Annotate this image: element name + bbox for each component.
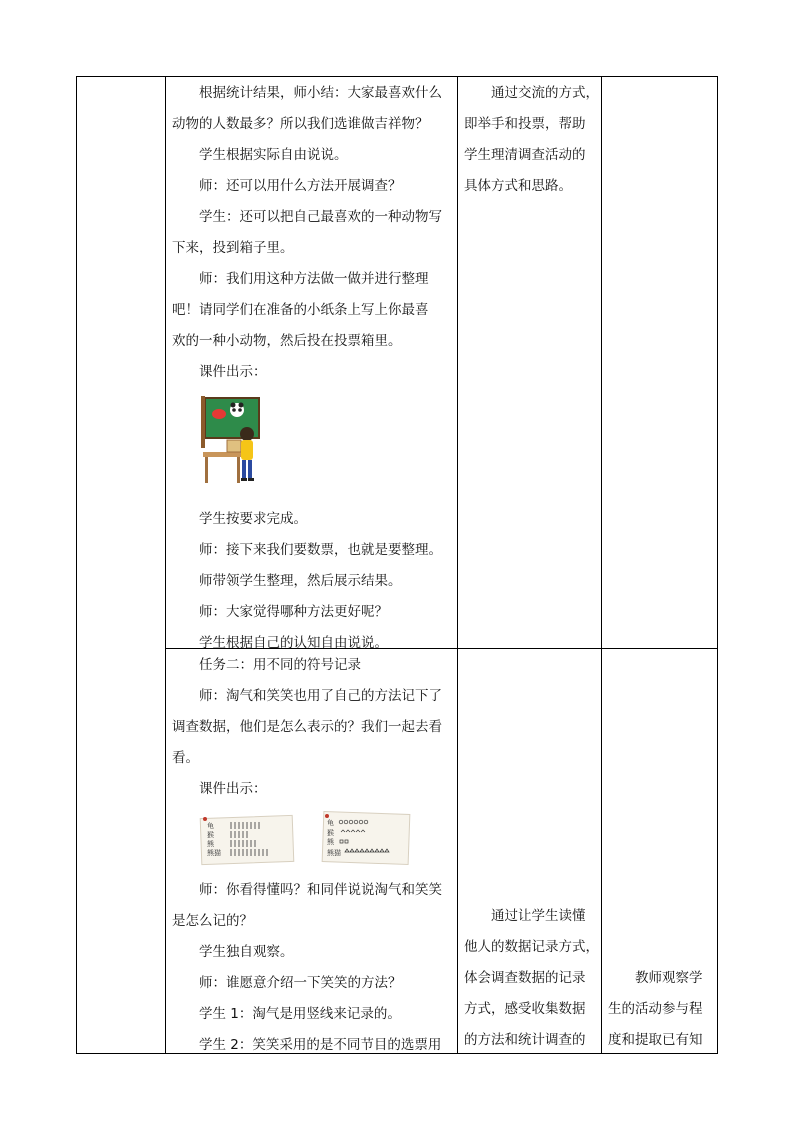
svg-text:猴: 猴 <box>207 831 214 839</box>
text-line: 学生根据自己的认知自由说说。 <box>199 635 388 651</box>
text-line: 课件出示： <box>199 364 267 380</box>
text-line: 动物的人数最多？所以我们选谁做吉祥物？ <box>172 116 429 132</box>
text-line: 师带领学生整理，然后展示结果。 <box>199 573 402 589</box>
svg-text:龟: 龟 <box>207 822 214 830</box>
text-line: 师：你看得懂吗？和同伴说说淘气和笑笑 <box>199 882 442 898</box>
text-line: 他人的数据记录方式， <box>464 939 599 955</box>
svg-text:熊猫: 熊猫 <box>207 849 221 857</box>
text-line: 师：接下来我们要数票，也就是要整理。 <box>199 542 442 558</box>
text-line: 通过交流的方式， <box>491 85 599 101</box>
text-line: 生的活动参与程 <box>608 1001 703 1017</box>
text-line: 师：淘气和笑笑也用了自己的方法记下了 <box>199 688 442 704</box>
section2-assessment <box>608 963 716 1056</box>
text-line: 的方法和统计调查的 <box>464 1032 586 1048</box>
text-line: 是怎么记的？ <box>172 913 253 929</box>
text-line: 学生独自观察。 <box>199 944 294 960</box>
text-line: 学生 1：淘气是用竖线来记录的。 <box>199 1006 401 1022</box>
text-line: 吧！请同学们在准备的小纸条上写上你最喜 <box>172 302 429 318</box>
table-border-top <box>76 76 718 77</box>
section1-teaching-process <box>172 78 454 659</box>
text-line: 学生按要求完成。 <box>199 511 307 527</box>
section2-design-intent <box>464 901 600 1056</box>
svg-text:猴: 猴 <box>327 829 334 837</box>
section2-teaching-process <box>172 650 454 1061</box>
table-border-right <box>717 76 718 1054</box>
text-line: 体会调查数据的记录 <box>464 970 586 986</box>
text-line: 欢的一种小动物，然后投在投票箱里。 <box>172 333 402 349</box>
column-divider-1 <box>165 76 166 1054</box>
courseware-image-records <box>199 811 454 869</box>
svg-text:龟: 龟 <box>327 819 334 827</box>
text-line: 下来，投到箱子里。 <box>172 240 294 256</box>
lesson-plan-table <box>76 76 718 1054</box>
text-line: 看。 <box>172 750 199 766</box>
text-line: 学生：还可以把自己最喜欢的一种动物写 <box>199 209 442 225</box>
svg-text:熊: 熊 <box>327 838 334 846</box>
text-line: 课件出示： <box>199 781 267 797</box>
text-line: 学生理清调查活动的 <box>464 147 586 163</box>
text-line: 教师观察学 <box>635 970 703 986</box>
text-line: 师：大家觉得哪种方法更好呢？ <box>199 604 388 620</box>
column-divider-2 <box>457 76 458 1054</box>
text-line: 学生根据实际自由说说。 <box>199 147 348 163</box>
text-line: 师：我们用这种方法做一做并进行整理 <box>199 271 429 287</box>
text-line: 通过让学生读懂 <box>491 908 586 924</box>
svg-text:熊猫: 熊猫 <box>327 849 341 857</box>
text-line: 学生 2：笑笑采用的是不同节目的选票用 <box>199 1037 442 1053</box>
text-line: 即举手和投票，帮助 <box>464 116 586 132</box>
text-line: 任务二：用不同的符号记录 <box>199 657 361 673</box>
svg-text:熊: 熊 <box>207 840 214 848</box>
text-line: 师：还可以用什么方法开展调查？ <box>199 178 402 194</box>
column-divider-3 <box>601 76 602 1054</box>
section1-design-intent <box>464 78 600 202</box>
text-line: 具体方式和思路。 <box>464 178 572 194</box>
text-line: 方式，感受收集数据 <box>464 1001 586 1017</box>
text-line: 根据统计结果，师小结：大家最喜欢什么 <box>199 85 442 101</box>
text-line: 师：谁愿意介绍一下笑笑的方法？ <box>199 975 402 991</box>
courseware-image-voting <box>199 394 454 498</box>
text-line: 度和提取已有知 <box>608 1032 703 1048</box>
text-line: 调查数据，他们是怎么表示的？我们一起去看 <box>172 719 442 735</box>
table-border-left <box>76 76 77 1054</box>
